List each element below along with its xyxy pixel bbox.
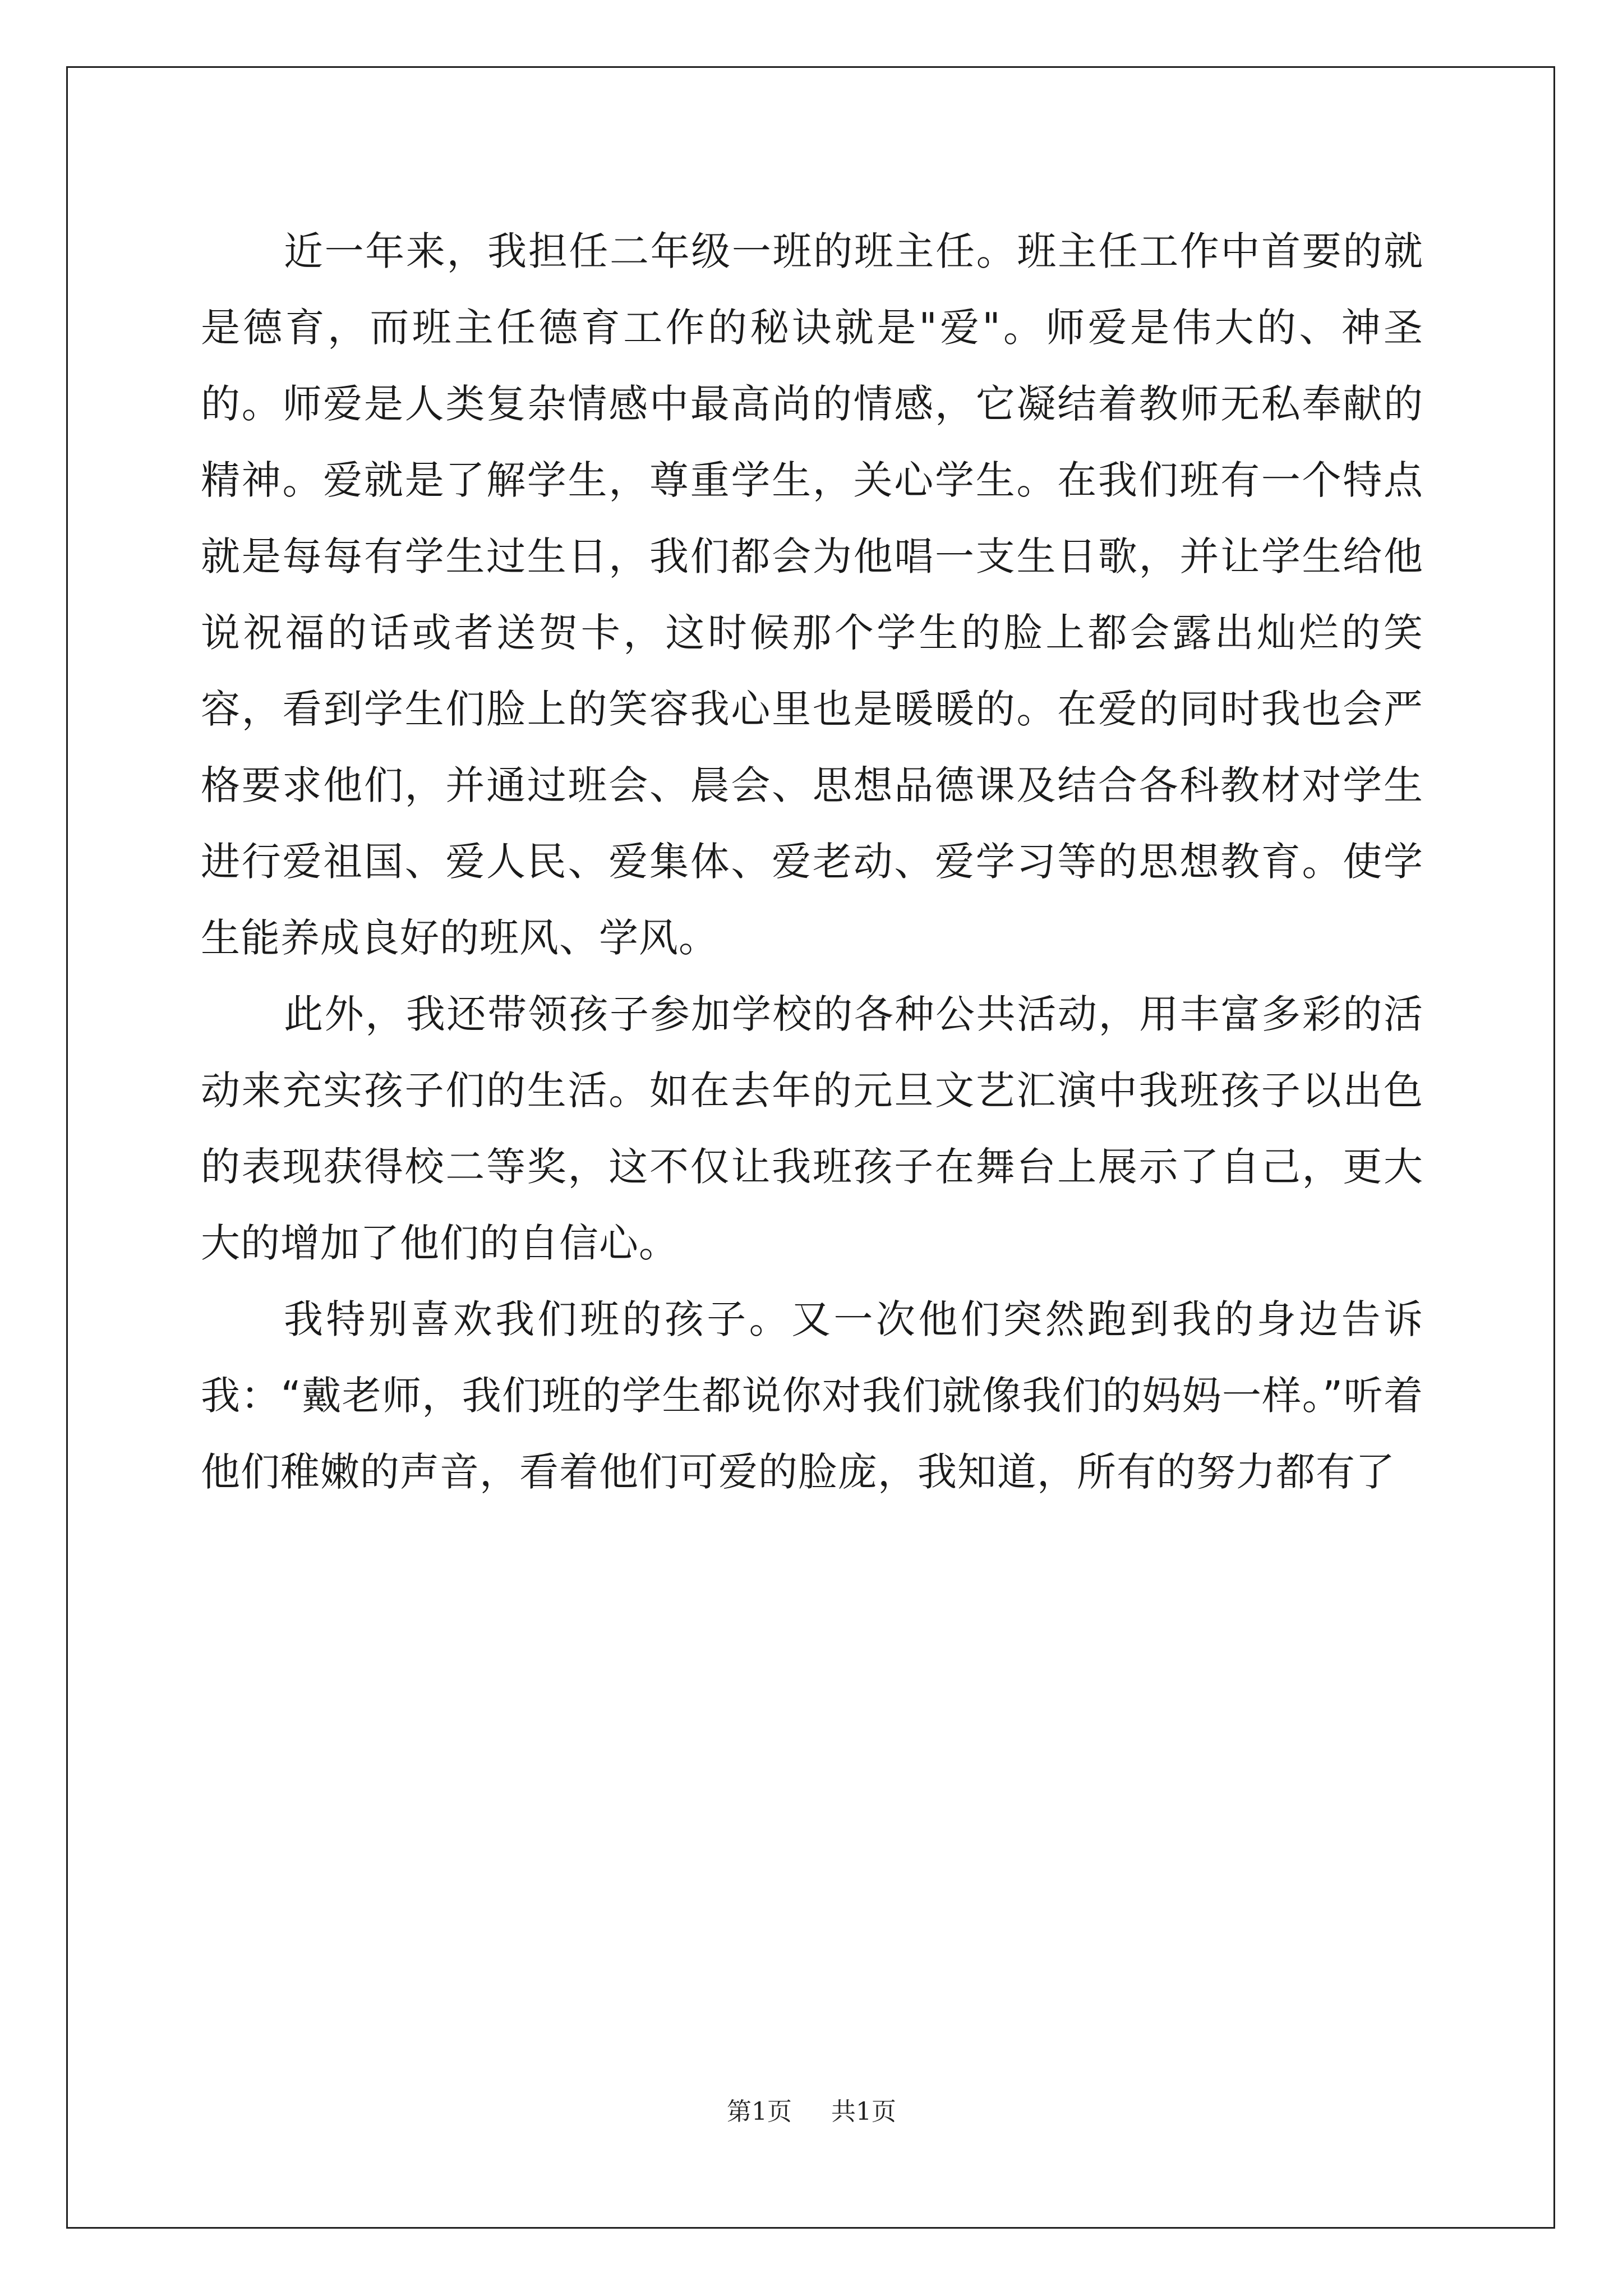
paragraph-3: 我特别喜欢我们班的孩子。又一次他们突然跑到我的身边告诉我：“戴老师，我们班的学生都说你对我们就像我们的妈妈一样。”听着他们稚嫩的声音，看着他们可爱的脸庞，我知道，所有的努力都有了 [201,1296,1423,1495]
page-number: 第1页 [727,2097,792,2126]
document-body [201,213,1423,1510]
paragraph-2: 此外，我还带领孩子参加学校的各种公共活动，用丰富多彩的活动来充实孩子们的生活。如在去年的元旦文艺汇演中我班孩子以出色的表现获得校二等奖，这不仅让我班孩子在舞台上展示了自己，更大大的增加了他们的自信心。 [201,991,1423,1266]
page-footer [0,2095,1623,2129]
paragraph-1: 近一年来，我担任二年级一班的班主任。班主任工作中首要的就是德育，而班主任德育工作的秘诀就是"爱"。师爱是伟大的、神圣的。师爱是人类复杂情感中最高尚的情感，它凝结着教师无私奉献的精神。爱就是了解学生，尊重学生，关心学生。在我们班有一个特点就是每每有学生过生日，我们都会为他唱一支生日歌，并让学生给他说祝福的话或者送贺卡，这时候那个学生的脸上都会露出灿烂的笑容，看到学生们脸上的笑容我心里也是暖暖的。在爱的同时我也会严格要求他们，并通过班会、晨会、思想品德课及结合各科教材对学生进行爱祖国、爱人民、爱集体、爱老动、爱学习等的思想教育。使学生能养成良好的班风、学风。 [201,228,1423,961]
page-total: 共1页 [831,2097,896,2126]
